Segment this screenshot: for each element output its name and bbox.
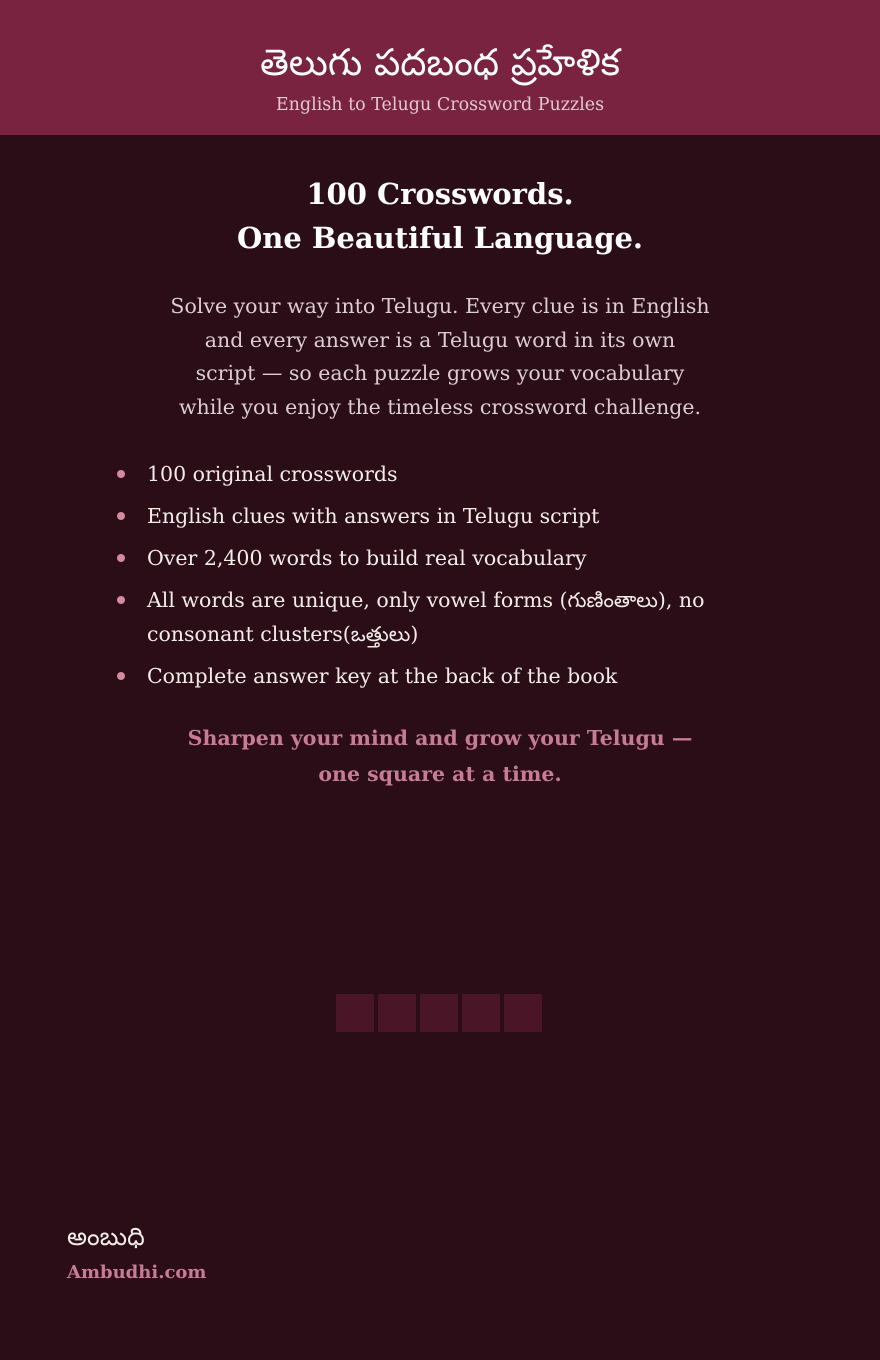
bullet-icon bbox=[117, 554, 125, 562]
header-banner bbox=[0, 0, 880, 135]
feature-item bbox=[114, 584, 814, 651]
feature-item bbox=[114, 458, 814, 492]
feature-item bbox=[114, 500, 814, 534]
intro-line: and every answer is a Telugu word in its own bbox=[204, 327, 676, 352]
bullet-icon bbox=[117, 672, 125, 680]
headline bbox=[0, 172, 880, 260]
tagline bbox=[0, 720, 880, 792]
intro-line: script — so each puzzle grows your vocabulary bbox=[195, 361, 685, 385]
bullet-icon bbox=[117, 512, 125, 520]
feature-text: 100 original crosswords bbox=[147, 462, 398, 486]
tagline-line-1: Sharpen your mind and grow your Telugu — bbox=[187, 726, 693, 750]
book-subtitle: English to Telugu Crossword Puzzles bbox=[275, 95, 605, 115]
feature-item bbox=[114, 660, 814, 694]
intro-line: Solve your way into Telugu. Every clue is in English bbox=[170, 294, 710, 318]
feature-text: English clues with answers in Telugu script bbox=[147, 504, 600, 528]
crossword-square bbox=[504, 994, 542, 1032]
crossword-square bbox=[420, 994, 458, 1032]
crossword-square bbox=[336, 994, 374, 1032]
publisher-website: Ambudhi.com bbox=[67, 1262, 207, 1283]
bullet-icon bbox=[117, 470, 125, 478]
feature-text: Complete answer key at the back of the book bbox=[147, 663, 618, 688]
book-title-telugu: తెలుగు పదబంధ ప్రహేళిక bbox=[260, 41, 620, 84]
bullet-icon bbox=[117, 596, 125, 604]
headline-line-2: One Beautiful Language. bbox=[236, 221, 644, 255]
crossword-square bbox=[462, 994, 500, 1032]
feature-item bbox=[114, 542, 814, 576]
headline-line-1: 100 Crosswords. bbox=[306, 177, 574, 211]
crossword-squares-decoration bbox=[336, 994, 542, 1032]
crossword-square bbox=[378, 994, 416, 1032]
feature-list bbox=[114, 458, 814, 702]
feature-text: Over 2,400 words to build real vocabulary bbox=[147, 546, 587, 570]
tagline-line-2: one square at a time. bbox=[318, 762, 562, 786]
publisher-name-telugu: అంబుధి bbox=[67, 1222, 145, 1251]
intro-paragraph bbox=[140, 290, 740, 424]
intro-line: while you enjoy the timeless crossword challenge. bbox=[178, 394, 702, 419]
feature-text: All words are unique, only vowel forms (గుణింతాలు), no consonant clusters(ఒత్తులు) bbox=[147, 588, 705, 646]
